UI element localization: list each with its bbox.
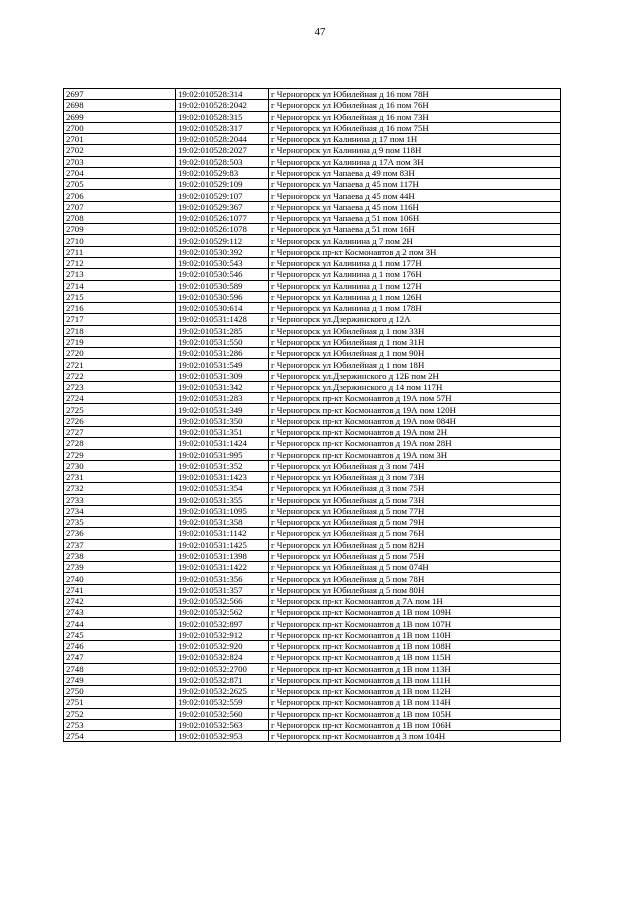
address-cell: г Черногорск ул Юбилейная д 16 пом 78Н: [269, 89, 561, 100]
table-row: [64, 708, 561, 719]
address-cell: г Черногорск ул Юбилейная д 1 пом 33Н: [269, 325, 561, 336]
address-cell: г Черногорск ул Юбилейная д 5 пом 82Н: [269, 539, 561, 550]
table-row: [64, 686, 561, 697]
cadastral-number-cell: 19:02:010529:109: [176, 179, 269, 190]
table-row: [64, 505, 561, 516]
table-row: [64, 415, 561, 426]
cadastral-number-cell: 19:02:010532:559: [176, 697, 269, 708]
cadastral-number-cell: 19:02:010531:356: [176, 573, 269, 584]
table-row: [64, 438, 561, 449]
address-cell: г Черногорск пр-кт Космонавтов д 19А пом 57Н: [269, 393, 561, 404]
cadastral-number-cell: 19:02:010532:2700: [176, 663, 269, 674]
cadastral-number-cell: 19:02:010531:1424: [176, 438, 269, 449]
cadastral-number-cell: 19:02:010530:589: [176, 280, 269, 291]
address-cell: г Черногорск ул.Дзержинского д 12Б пом 2Н: [269, 370, 561, 381]
row-number-cell: 2742: [64, 595, 176, 606]
cadastral-number-cell: 19:02:010530:543: [176, 257, 269, 268]
table-row: [64, 303, 561, 314]
table-row: [64, 393, 561, 404]
address-cell: г Черногорск ул Чапаева д 51 пом 106Н: [269, 212, 561, 223]
cadastral-number-cell: 19:02:010531:1425: [176, 539, 269, 550]
cadastral-number-cell: 19:02:010529:112: [176, 235, 269, 246]
row-number-cell: 2701: [64, 134, 176, 145]
table-row: [64, 562, 561, 573]
address-cell: г Черногорск ул Калинина д 9 пом 118Н: [269, 145, 561, 156]
row-number-cell: 2753: [64, 719, 176, 730]
table-row: [64, 212, 561, 223]
address-cell: г Черногорск пр-кт Космонавтов д 1В пом 110Н: [269, 629, 561, 640]
address-cell: г Черногорск ул Юбилейная д 5 пом 77Н: [269, 505, 561, 516]
table-row: [64, 134, 561, 145]
table-row: [64, 314, 561, 325]
cadastral-number-cell: 19:02:010528:2042: [176, 100, 269, 111]
row-number-cell: 2709: [64, 224, 176, 235]
row-number-cell: 2721: [64, 359, 176, 370]
address-cell: г Черногорск ул Калинина д 1 пом 177Н: [269, 257, 561, 268]
cadastral-number-cell: 19:02:010530:614: [176, 303, 269, 314]
row-number-cell: 2754: [64, 731, 176, 742]
cadastral-number-cell: 19:02:010532:912: [176, 629, 269, 640]
table-row: [64, 257, 561, 268]
row-number-cell: 2746: [64, 641, 176, 652]
address-cell: г Черногорск ул Юбилейная д 5 пом 79Н: [269, 517, 561, 528]
cadastral-number-cell: 19:02:010531:1095: [176, 505, 269, 516]
cadastral-number-cell: 19:02:010528:317: [176, 122, 269, 133]
table-row: [64, 370, 561, 381]
table-row: [64, 663, 561, 674]
table-row: [64, 89, 561, 100]
table-row: [64, 674, 561, 685]
address-cell: г Черногорск ул Чапаева д 45 пом 117Н: [269, 179, 561, 190]
row-number-cell: 2745: [64, 629, 176, 640]
table-row: [64, 528, 561, 539]
cadastral-number-cell: 19:02:010531:286: [176, 348, 269, 359]
cadastral-number-cell: 19:02:010531:354: [176, 483, 269, 494]
cadastral-number-cell: 19:02:010529:367: [176, 201, 269, 212]
address-cell: г Черногорск ул Юбилейная д 1 пом 90Н: [269, 348, 561, 359]
row-number-cell: 2729: [64, 449, 176, 460]
table-row: [64, 167, 561, 178]
address-cell: г Черногорск ул Юбилейная д 16 пом 75Н: [269, 122, 561, 133]
table-row: [64, 348, 561, 359]
table-row: [64, 584, 561, 595]
row-number-cell: 2704: [64, 167, 176, 178]
table-row: [64, 449, 561, 460]
table-row: [64, 381, 561, 392]
row-number-cell: 2717: [64, 314, 176, 325]
address-cell: г Черногорск ул Юбилейная д 16 пом 76Н: [269, 100, 561, 111]
cadastral-number-cell: 19:02:010532:2625: [176, 686, 269, 697]
row-number-cell: 2707: [64, 201, 176, 212]
cadastral-number-cell: 19:02:010530:392: [176, 246, 269, 257]
address-cell: г Черногорск пр-кт Космонавтов д 19А пом 084Н: [269, 415, 561, 426]
table-row: [64, 325, 561, 336]
cadastral-number-cell: 19:02:010531:1428: [176, 314, 269, 325]
table-row: [64, 550, 561, 561]
row-number-cell: 2752: [64, 708, 176, 719]
table-row: [64, 224, 561, 235]
row-number-cell: 2700: [64, 122, 176, 133]
address-cell: г Черногорск пр-кт Космонавтов д 3 пом 104Н: [269, 731, 561, 742]
address-cell: г Черногорск пр-кт Космонавтов д 1В пом 115Н: [269, 652, 561, 663]
address-cell: г Черногорск пр-кт Космонавтов д 1В пом 105Н: [269, 708, 561, 719]
address-cell: г Черногорск ул Калинина д 1 пом 178Н: [269, 303, 561, 314]
table-row: [64, 404, 561, 415]
address-cell: г Черногорск ул Чапаева д 49 пом 83Н: [269, 167, 561, 178]
cadastral-number-cell: 19:02:010532:897: [176, 618, 269, 629]
row-number-cell: 2731: [64, 472, 176, 483]
table-row: [64, 731, 561, 742]
cadastral-number-cell: 19:02:010532:871: [176, 674, 269, 685]
address-cell: г Черногорск ул Юбилейная д 1 пом 31Н: [269, 336, 561, 347]
row-number-cell: 2708: [64, 212, 176, 223]
cadastral-number-cell: 19:02:010528:2044: [176, 134, 269, 145]
row-number-cell: 2699: [64, 111, 176, 122]
row-number-cell: 2718: [64, 325, 176, 336]
cadastral-number-cell: 19:02:010531:358: [176, 517, 269, 528]
table-row: [64, 269, 561, 280]
row-number-cell: 2739: [64, 562, 176, 573]
cadastral-number-cell: 19:02:010531:357: [176, 584, 269, 595]
row-number-cell: 2723: [64, 381, 176, 392]
row-number-cell: 2733: [64, 494, 176, 505]
cadastral-number-cell: 19:02:010531:1423: [176, 472, 269, 483]
cadastral-number-cell: 19:02:010529:83: [176, 167, 269, 178]
address-cell: г Черногорск пр-кт Космонавтов д 1В пом 112Н: [269, 686, 561, 697]
row-number-cell: 2722: [64, 370, 176, 381]
cadastral-number-cell: 19:02:010531:995: [176, 449, 269, 460]
address-cell: г Черногорск ул Юбилейная д 5 пом 78Н: [269, 573, 561, 584]
cadastral-number-cell: 19:02:010532:920: [176, 641, 269, 652]
cadastral-number-cell: 19:02:010531:549: [176, 359, 269, 370]
address-cell: г Черногорск пр-кт Космонавтов д 7А пом 1Н: [269, 595, 561, 606]
registry-table-body: [64, 89, 561, 742]
address-cell: г Черногорск пр-кт Космонавтов д 1В пом 106Н: [269, 719, 561, 730]
address-cell: г Черногорск ул Чапаева д 45 пом 116Н: [269, 201, 561, 212]
table-row: [64, 539, 561, 550]
row-number-cell: 2715: [64, 291, 176, 302]
address-cell: г Черногорск ул Калинина д 1 пом 127Н: [269, 280, 561, 291]
row-number-cell: 2747: [64, 652, 176, 663]
address-cell: г Черногорск пр-кт Космонавтов д 19А пом 3Н: [269, 449, 561, 460]
row-number-cell: 2748: [64, 663, 176, 674]
row-number-cell: 2713: [64, 269, 176, 280]
cadastral-number-cell: 19:02:010531:350: [176, 415, 269, 426]
row-number-cell: 2714: [64, 280, 176, 291]
cadastral-number-cell: 19:02:010531:550: [176, 336, 269, 347]
address-cell: г Черногорск пр-кт Космонавтов д 2 пом 3Н: [269, 246, 561, 257]
table-row: [64, 697, 561, 708]
address-cell: г Черногорск пр-кт Космонавтов д 19А пом 28Н: [269, 438, 561, 449]
table-row: [64, 607, 561, 618]
address-cell: г Черногорск ул Юбилейная д 1 пом 18Н: [269, 359, 561, 370]
table-row: [64, 179, 561, 190]
table-row: [64, 145, 561, 156]
cadastral-number-cell: 19:02:010526:1077: [176, 212, 269, 223]
row-number-cell: 2734: [64, 505, 176, 516]
cadastral-number-cell: 19:02:010531:349: [176, 404, 269, 415]
table-row: [64, 641, 561, 652]
cadastral-number-cell: 19:02:010531:1422: [176, 562, 269, 573]
row-number-cell: 2725: [64, 404, 176, 415]
row-number-cell: 2749: [64, 674, 176, 685]
table-row: [64, 359, 561, 370]
cadastral-number-cell: 19:02:010532:953: [176, 731, 269, 742]
row-number-cell: 2705: [64, 179, 176, 190]
row-number-cell: 2711: [64, 246, 176, 257]
row-number-cell: 2724: [64, 393, 176, 404]
table-row: [64, 336, 561, 347]
table-row: [64, 156, 561, 167]
table-row: [64, 235, 561, 246]
row-number-cell: 2735: [64, 517, 176, 528]
row-number-cell: 2744: [64, 618, 176, 629]
address-cell: г Черногорск ул Калинина д 17А пом 3Н: [269, 156, 561, 167]
address-cell: г Черногорск ул Чапаева д 45 пом 44Н: [269, 190, 561, 201]
row-number-cell: 2736: [64, 528, 176, 539]
row-number-cell: 2751: [64, 697, 176, 708]
cadastral-number-cell: 19:02:010532:562: [176, 607, 269, 618]
address-cell: г Черногорск ул.Дзержинского д 14 пом 117Н: [269, 381, 561, 392]
cadastral-number-cell: 19:02:010529:107: [176, 190, 269, 201]
table-row: [64, 122, 561, 133]
table-row: [64, 719, 561, 730]
row-number-cell: 2740: [64, 573, 176, 584]
cadastral-number-cell: 19:02:010531:1142: [176, 528, 269, 539]
address-cell: г Черногорск пр-кт Космонавтов д 1В пом 111Н: [269, 674, 561, 685]
row-number-cell: 2730: [64, 460, 176, 471]
row-number-cell: 2727: [64, 426, 176, 437]
row-number-cell: 2728: [64, 438, 176, 449]
table-row: [64, 472, 561, 483]
cadastral-number-cell: 19:02:010531:309: [176, 370, 269, 381]
table-row: [64, 201, 561, 212]
address-cell: г Черногорск ул Юбилейная д 5 пом 76Н: [269, 528, 561, 539]
cadastral-number-cell: 19:02:010526:1078: [176, 224, 269, 235]
cadastral-number-cell: 19:02:010528:503: [176, 156, 269, 167]
cadastral-number-cell: 19:02:010528:314: [176, 89, 269, 100]
table-row: [64, 291, 561, 302]
cadastral-number-cell: 19:02:010530:546: [176, 269, 269, 280]
address-cell: г Черногорск пр-кт Космонавтов д 1В пом 113Н: [269, 663, 561, 674]
address-cell: г Черногорск ул Юбилейная д 3 пом 75Н: [269, 483, 561, 494]
cadastral-number-cell: 19:02:010532:824: [176, 652, 269, 663]
cadastral-number-cell: 19:02:010531:283: [176, 393, 269, 404]
row-number-cell: 2737: [64, 539, 176, 550]
address-cell: г Черногорск пр-кт Космонавтов д 1В пом 114Н: [269, 697, 561, 708]
address-cell: г Черногорск ул Юбилейная д 3 пом 74Н: [269, 460, 561, 471]
address-cell: г Черногорск ул Калинина д 1 пом 126Н: [269, 291, 561, 302]
address-cell: г Черногорск ул Калинина д 17 пом 1Н: [269, 134, 561, 145]
address-cell: г Черногорск пр-кт Космонавтов д 1В пом 108Н: [269, 641, 561, 652]
row-number-cell: 2750: [64, 686, 176, 697]
cadastral-number-cell: 19:02:010531:351: [176, 426, 269, 437]
row-number-cell: 2720: [64, 348, 176, 359]
table-row: [64, 494, 561, 505]
cadastral-number-cell: 19:02:010531:1398: [176, 550, 269, 561]
cadastral-number-cell: 19:02:010531:355: [176, 494, 269, 505]
address-cell: г Черногорск пр-кт Космонавтов д 1В пом 109Н: [269, 607, 561, 618]
cadastral-number-cell: 19:02:010532:566: [176, 595, 269, 606]
address-cell: г Черногорск ул Калинина д 7 пом 2Н: [269, 235, 561, 246]
cadastral-number-cell: 19:02:010532:560: [176, 708, 269, 719]
row-number-cell: 2703: [64, 156, 176, 167]
row-number-cell: 2710: [64, 235, 176, 246]
table-row: [64, 280, 561, 291]
table-row: [64, 246, 561, 257]
cadastral-number-cell: 19:02:010531:352: [176, 460, 269, 471]
address-cell: г Черногорск ул Юбилейная д 5 пом 75Н: [269, 550, 561, 561]
table-row: [64, 573, 561, 584]
address-cell: г Черногорск ул Юбилейная д 3 пом 73Н: [269, 472, 561, 483]
table-row: [64, 111, 561, 122]
address-cell: г Черногорск ул Юбилейная д 5 пом 80Н: [269, 584, 561, 595]
address-cell: г Черногорск пр-кт Космонавтов д 19А пом 2Н: [269, 426, 561, 437]
row-number-cell: 2741: [64, 584, 176, 595]
row-number-cell: 2697: [64, 89, 176, 100]
row-number-cell: 2706: [64, 190, 176, 201]
row-number-cell: 2732: [64, 483, 176, 494]
table-row: [64, 652, 561, 663]
address-cell: г Черногорск ул Юбилейная д 5 пом 074Н: [269, 562, 561, 573]
row-number-cell: 2712: [64, 257, 176, 268]
cadastral-number-cell: 19:02:010528:315: [176, 111, 269, 122]
address-cell: г Черногорск ул Юбилейная д 5 пом 73Н: [269, 494, 561, 505]
row-number-cell: 2719: [64, 336, 176, 347]
row-number-cell: 2743: [64, 607, 176, 618]
address-cell: г Черногорск пр-кт Космонавтов д 19А пом 120Н: [269, 404, 561, 415]
table-row: [64, 517, 561, 528]
address-cell: г Черногорск ул Юбилейная д 16 пом 73Н: [269, 111, 561, 122]
row-number-cell: 2726: [64, 415, 176, 426]
cadastral-number-cell: 19:02:010530:596: [176, 291, 269, 302]
address-cell: г Черногорск ул Калинина д 1 пом 176Н: [269, 269, 561, 280]
cadastral-number-cell: 19:02:010531:285: [176, 325, 269, 336]
row-number-cell: 2698: [64, 100, 176, 111]
page-number: 47: [314, 26, 326, 38]
table-row: [64, 460, 561, 471]
table-row: [64, 190, 561, 201]
table-row: [64, 595, 561, 606]
row-number-cell: 2738: [64, 550, 176, 561]
table-row: [64, 100, 561, 111]
address-cell: г Черногорск пр-кт Космонавтов д 1В пом 107Н: [269, 618, 561, 629]
address-cell: г Черногорск ул Чапаева д 51 пом 16Н: [269, 224, 561, 235]
cadastral-number-cell: 19:02:010531:342: [176, 381, 269, 392]
cadastral-number-cell: 19:02:010528:2027: [176, 145, 269, 156]
address-cell: г Черногорск ул.Дзержинского д 12А: [269, 314, 561, 325]
row-number-cell: 2702: [64, 145, 176, 156]
registry-table: [63, 88, 561, 742]
table-row: [64, 426, 561, 437]
table-row: [64, 483, 561, 494]
table-row: [64, 618, 561, 629]
table-row: [64, 629, 561, 640]
row-number-cell: 2716: [64, 303, 176, 314]
cadastral-number-cell: 19:02:010532:563: [176, 719, 269, 730]
